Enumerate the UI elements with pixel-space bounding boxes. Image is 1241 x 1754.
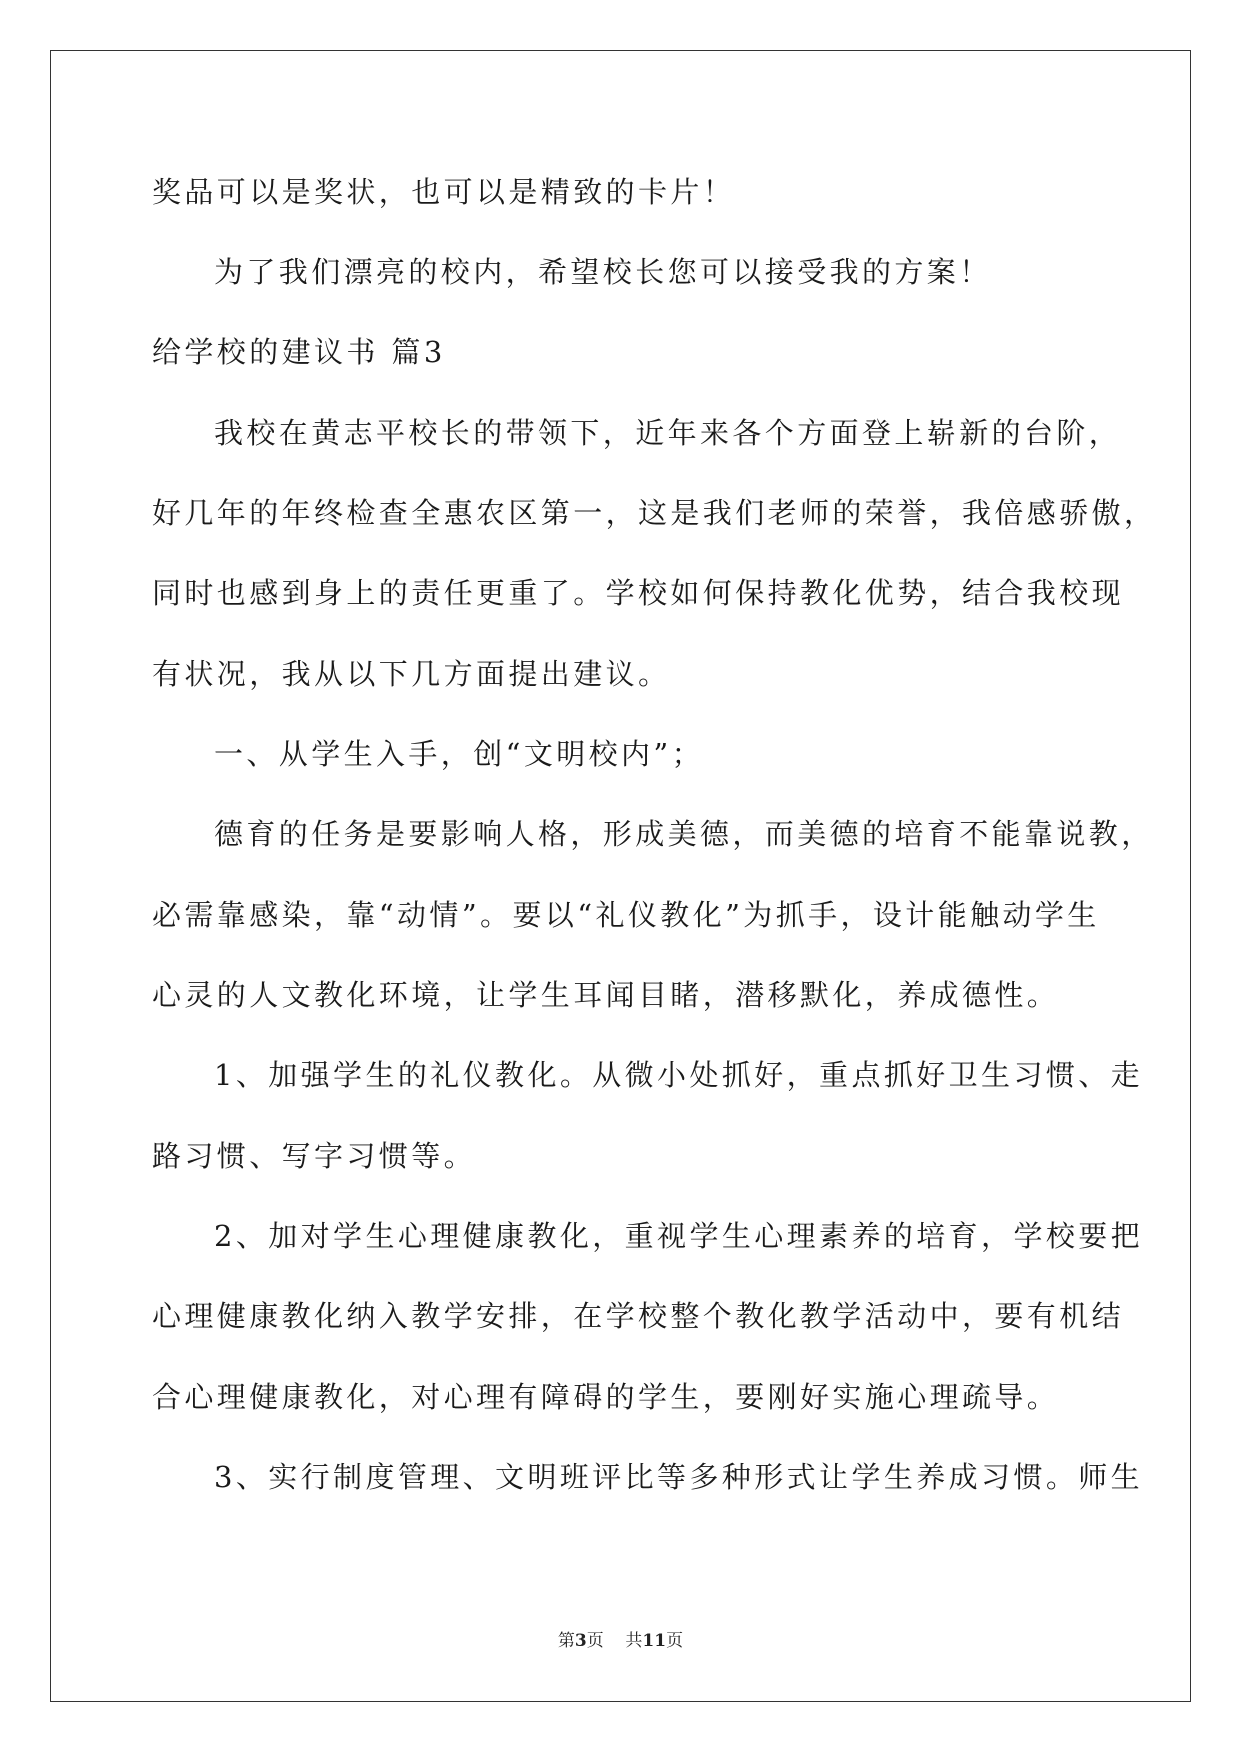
page-footer <box>0 1626 1241 1651</box>
page-total: 11 <box>642 1631 667 1651</box>
text-line-16: 合心理健康教化，对心理有障碍的学生，要刚好实施心理疏导。 <box>152 1380 1060 1414</box>
text-line-14: 2、加对学生心理健康教化，重视学生心理素养的培育，学校要把 <box>214 1219 1144 1253</box>
text-line-15: 心理健康教化纳入教学安排，在学校整个教化教学活动中，要有机结 <box>152 1299 1125 1333</box>
text-line-9: 德育的任务是要影响人格，形成美德，而美德的培育不能靠说教， <box>214 817 1154 851</box>
page-suffix: 页 <box>666 1631 684 1651</box>
text-line-5: 好几年的年终检查全惠农区第一，这是我们老师的荣誉，我倍感骄傲， <box>152 496 1157 530</box>
page-current: 3 <box>574 1631 587 1651</box>
text-line-6: 同时也感到身上的责任更重了。学校如何保持教化优势，结合我校现 <box>152 576 1125 610</box>
section-heading: 给学校的建议书 篇3 <box>152 335 446 369</box>
text-line-12: 1、加强学生的礼仪教化。从微小处抓好，重点抓好卫生习惯、走 <box>214 1058 1144 1092</box>
text-line-1: 奖品可以是奖状，也可以是精致的卡片！ <box>152 175 736 209</box>
text-line-10: 必需靠感染，靠“动情”。要以“礼仪教化”为抓手，设计能触动学生 <box>152 898 1100 932</box>
text-line-11: 心灵的人文教化环境，让学生耳闻目睹，潜移默化，养成德性。 <box>152 978 1060 1012</box>
text-line-2: 为了我们漂亮的校内，希望校长您可以接受我的方案！ <box>214 255 992 289</box>
text-line-7: 有状况，我从以下几方面提出建议。 <box>152 657 671 691</box>
text-line-4: 我校在黄志平校长的带领下，近年来各个方面登上崭新的台阶， <box>214 416 1122 450</box>
text-line-13: 路习惯、写字习惯等。 <box>152 1139 477 1173</box>
text-line-8: 一、从学生入手，创“文明校内”； <box>214 737 705 771</box>
text-line-17: 3、实行制度管理、文明班评比等多种形式让学生养成习惯。师生 <box>214 1460 1144 1494</box>
page-prefix: 第 <box>557 1631 575 1651</box>
page-mid: 页 共 <box>586 1631 643 1651</box>
